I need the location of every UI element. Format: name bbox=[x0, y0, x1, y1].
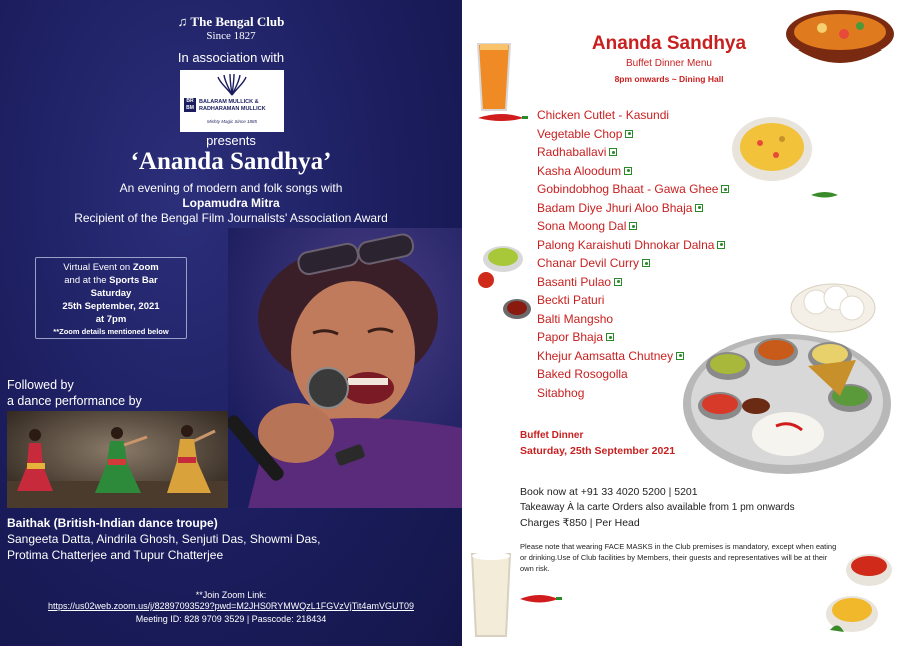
dancer-names-line-2: Protima Chatterjee and Tupur Chatterjee bbox=[7, 548, 224, 562]
join-zoom-label: **Join Zoom Link: bbox=[195, 590, 267, 600]
menu-item-name: Badam Diye Jhuri Aloo Bhaja bbox=[537, 200, 693, 215]
menu-item bbox=[537, 125, 729, 144]
menu-item-name: Sitabhog bbox=[537, 385, 585, 400]
event-details-box bbox=[35, 257, 187, 339]
menu-subtitle: Buffet Dinner Menu bbox=[626, 58, 712, 69]
veg-icon bbox=[606, 333, 614, 341]
event-title: ‘Ananda Sandhya’ bbox=[130, 148, 332, 175]
menu-item-name: Palong Karaishuti Dhnokar Dalna bbox=[537, 237, 715, 252]
zoom-link[interactable]: https://us02web.zoom.us/j/82897093529?pwd=M2JHS0RYMWQzL1FGVzVjTit4amVGUT09 bbox=[48, 601, 414, 611]
dancer-names-line-1: Sangeeta Datta, Aindrila Ghosh, Senjuti Das, Showmi Das, bbox=[7, 532, 321, 546]
club-since: Since 1827 bbox=[206, 30, 256, 42]
menu-item bbox=[537, 384, 729, 403]
menu-item bbox=[537, 254, 729, 273]
menu-item bbox=[537, 365, 729, 384]
event-description: An evening of modern and folk songs with bbox=[119, 181, 343, 195]
dinner-menu bbox=[462, 0, 900, 646]
menu-item bbox=[537, 106, 729, 125]
curry-bowl-image bbox=[782, 6, 898, 70]
menu-item bbox=[537, 328, 729, 347]
menu-item-name: Vegetable Chop bbox=[537, 126, 623, 141]
menu-item bbox=[537, 180, 729, 199]
dance-performance-photo bbox=[7, 411, 228, 508]
virtual-line-1: Virtual Event on Zoom bbox=[63, 262, 159, 273]
event-time: at 7pm bbox=[95, 314, 127, 325]
sponsor-badge: BR BM bbox=[184, 98, 196, 112]
green-chilli-image bbox=[810, 190, 840, 200]
meeting-details: Meeting ID: 828 9709 3529 | Passcode: 218434 bbox=[135, 614, 327, 624]
red-spice-bowl-image bbox=[844, 548, 894, 588]
menu-list bbox=[537, 106, 729, 402]
juice-glass-image bbox=[474, 40, 514, 112]
turmeric-bowl-image bbox=[824, 590, 880, 636]
veg-icon bbox=[629, 222, 637, 230]
event-date: 25th September, 2021 bbox=[62, 301, 160, 312]
followed-text: Followed by a dance performance by bbox=[7, 378, 142, 408]
veg-icon bbox=[609, 148, 617, 156]
dance-troupe-name: Baithak (British-Indian dance troupe) bbox=[7, 516, 218, 530]
buffet-date: Saturday, 25th September 2021 bbox=[520, 445, 676, 457]
menu-item-name: Papor Bhaja bbox=[537, 330, 604, 345]
veg-icon bbox=[614, 278, 622, 286]
chilli-image bbox=[476, 112, 528, 124]
sponsor-logo bbox=[180, 70, 284, 132]
sponsor-emblem-icon bbox=[216, 73, 248, 97]
menu-item-name: Chicken Cutlet - Kasundi bbox=[537, 108, 670, 123]
menu-item bbox=[537, 347, 729, 366]
veg-icon bbox=[717, 241, 725, 249]
menu-item-name: Sona Moong Dal bbox=[537, 219, 627, 234]
tomato-image bbox=[476, 270, 496, 290]
charges-info: Charges ₹850 | Per Head bbox=[520, 517, 640, 529]
menu-item-name: Gobindobhog Bhaat - Gawa Ghee bbox=[537, 182, 719, 197]
artist-name: Lopamudra Mitra bbox=[182, 196, 280, 210]
menu-item-name: Kasha Aloodum bbox=[537, 163, 622, 178]
booking-info: Book now at +91 33 4020 5200 | 5201 bbox=[520, 486, 698, 498]
sponsor-name-line2: RADHARAMAN MULLICK bbox=[199, 106, 266, 112]
menu-title: Ananda Sandhya bbox=[591, 33, 747, 54]
sponsor-tagline: Mishty Magic Since 1885 bbox=[206, 119, 258, 124]
association-text: In association with bbox=[177, 50, 285, 65]
club-emblem-icon: ♫ bbox=[177, 14, 191, 29]
lassi-glass-image bbox=[468, 548, 514, 638]
menu-item-name: Basanti Pulao bbox=[537, 274, 612, 289]
veg-icon bbox=[625, 130, 633, 138]
menu-item bbox=[537, 291, 729, 310]
menu-item bbox=[537, 236, 729, 255]
artist-award: Recipient of the Bengal Film Journalists' Association Award bbox=[74, 211, 388, 225]
menu-timing: 8pm onwards ~ Dining Hall bbox=[614, 74, 724, 84]
veg-icon bbox=[624, 167, 632, 175]
menu-item bbox=[537, 199, 729, 218]
veg-icon bbox=[695, 204, 703, 212]
veg-icon bbox=[642, 259, 650, 267]
sponsor-name-line1: BALARAM MULLICK & bbox=[199, 99, 259, 105]
pickle-bowl-image bbox=[502, 298, 532, 320]
menu-item-name: Chanar Devil Curry bbox=[537, 256, 640, 271]
menu-item bbox=[537, 273, 729, 292]
menu-item-name: Baked Rosogolla bbox=[537, 367, 628, 382]
menu-item-name: Balti Mangsho bbox=[537, 311, 614, 326]
club-name: ♫ The Bengal Club bbox=[177, 14, 285, 29]
menu-item bbox=[537, 162, 729, 181]
singer-photo bbox=[228, 228, 462, 508]
menu-item-name: Khejur Aamsatta Chutney bbox=[537, 348, 674, 363]
virtual-line-2: and at the Sports Bar bbox=[64, 275, 158, 286]
event-day: Saturday bbox=[90, 288, 132, 299]
menu-item-name: Radhaballavi bbox=[537, 145, 607, 160]
menu-item bbox=[537, 310, 729, 329]
veg-icon bbox=[721, 185, 729, 193]
veg-icon bbox=[676, 352, 684, 360]
red-chilli-image bbox=[518, 592, 562, 606]
menu-item bbox=[537, 217, 729, 236]
pulao-plate-image bbox=[730, 113, 814, 185]
buffet-label: Buffet Dinner bbox=[520, 430, 584, 441]
menu-item-name: Beckti Paturi bbox=[537, 293, 605, 308]
menu-item bbox=[537, 143, 729, 162]
zoom-note: **Zoom details mentioned below bbox=[53, 327, 169, 336]
safety-note: Please note that wearing FACE MASKS in the Club premises is mandatory, except when eating or drinking.Use of Club facilities by Members, their guests and representatives will be at their own risk. bbox=[520, 542, 837, 573]
presents-text: presents bbox=[206, 133, 256, 148]
takeaway-info: Takeaway À la carte Orders also available from 1 pm onwards bbox=[520, 502, 795, 513]
